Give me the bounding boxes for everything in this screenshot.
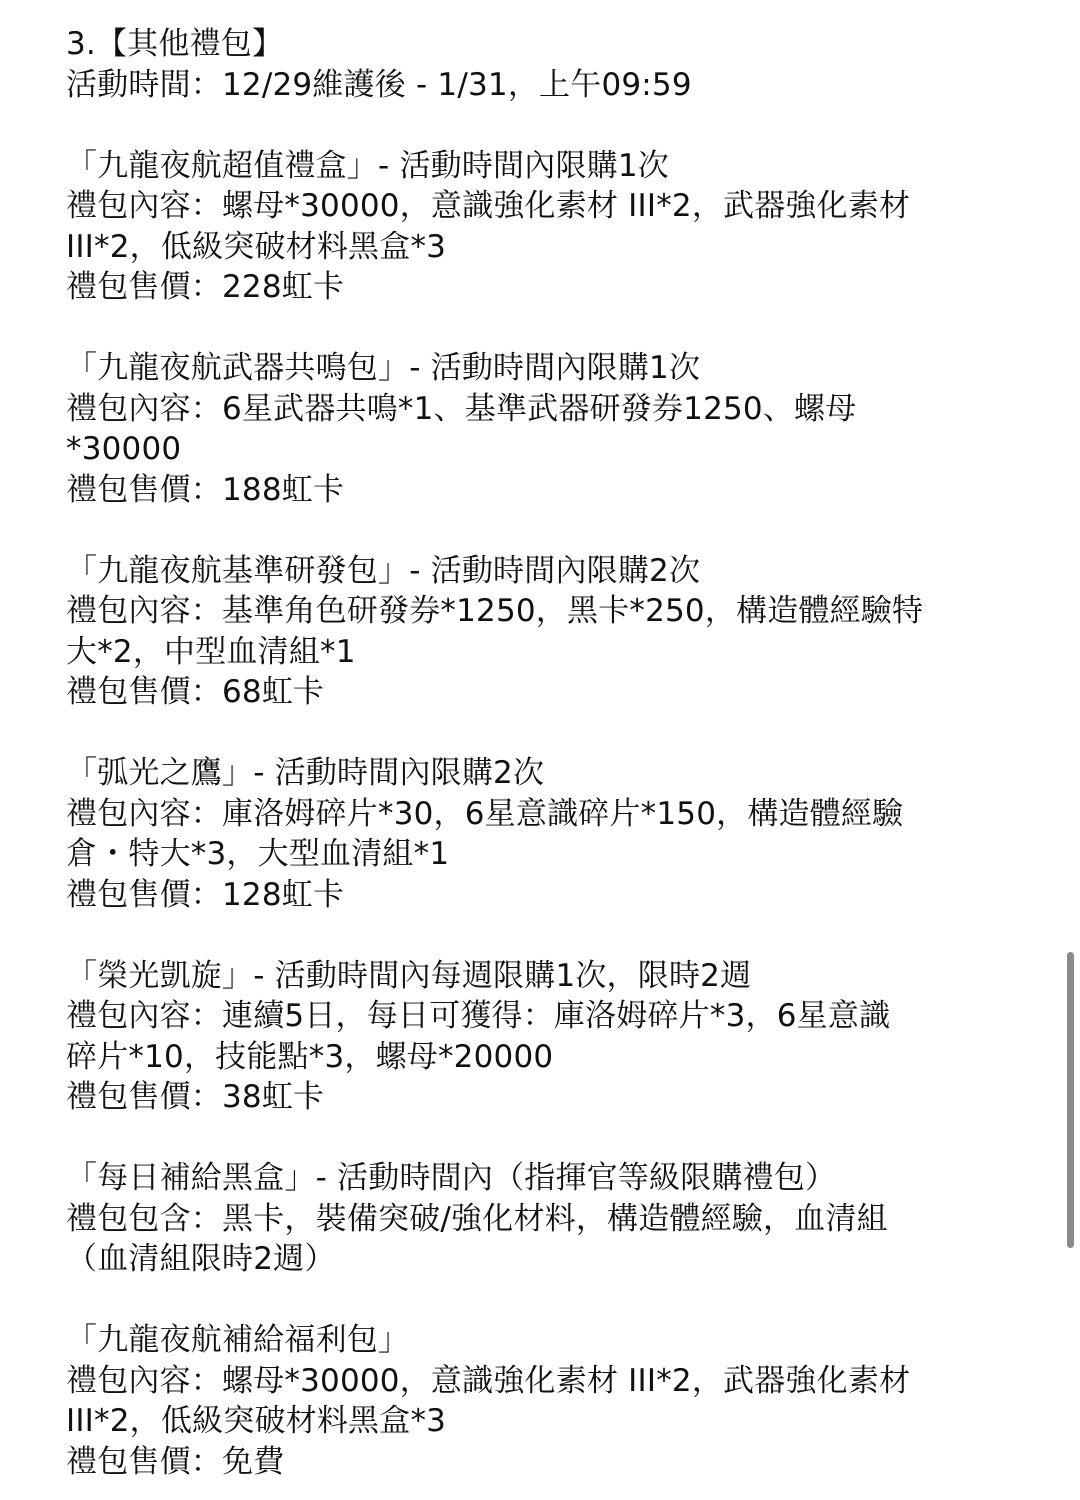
pack-name: 「九龍夜航基準研發包」- 活動時間內限購2次	[66, 552, 701, 589]
pack-price: 禮包售價：免費	[66, 1443, 285, 1480]
pack-name: 「弧光之鷹」- 活動時間內限購2次	[66, 755, 545, 791]
pack-block	[66, 348, 1006, 510]
pack-content: 倉・特大*3，大型血清組*1	[66, 836, 450, 872]
pack-content: 禮包內容：連續5日，每日可獲得：庫洛姆碎片*3，6星意識	[66, 998, 891, 1034]
pack-content: *30000	[66, 431, 182, 467]
pack-content: 禮包內容：庫洛姆碎片*30，6星意識碎片*150，構造體經驗	[66, 795, 904, 832]
pack-block	[66, 551, 1006, 713]
vertical-scrollbar[interactable]	[1067, 952, 1074, 1248]
pack-name: 「每日補給黑盒」- 活動時間內（指揮官等級限購禮包）	[66, 1160, 837, 1196]
pack-block	[66, 146, 1006, 308]
pack-block	[66, 753, 1006, 915]
pack-price: 禮包售價：228虹卡	[66, 269, 345, 305]
pack-block	[66, 1158, 1006, 1280]
section-header	[66, 24, 1006, 105]
pack-price: 禮包售價：188虹卡	[66, 471, 345, 508]
pack-block	[66, 956, 1006, 1118]
pack-name: 「九龍夜航武器共鳴包」- 活動時間內限購1次	[66, 350, 701, 386]
pack-content: 禮包包含：黑卡，裝備突破/強化材料，構造體經驗，血清組	[66, 1200, 888, 1237]
pack-content: （血清組限時2週）	[66, 1241, 336, 1277]
pack-content: III*2，低級突破材料黑盒*3	[66, 1403, 447, 1439]
pack-content: 禮包內容：螺母*30000，意識強化素材 III*2，武器強化素材	[66, 1362, 911, 1399]
pack-content: 大*2，中型血清組*1	[66, 633, 356, 670]
section-title: 3.【其他禮包】	[66, 26, 284, 62]
pack-content: 禮包內容：基準角色研發券*1250，黑卡*250，構造體經驗特	[66, 593, 924, 629]
pack-block	[66, 1320, 1006, 1482]
pack-content: 禮包內容：螺母*30000，意識強化素材 III*2，武器強化素材	[66, 188, 911, 224]
pack-name: 「九龍夜航補給福利包」	[66, 1322, 410, 1358]
pack-name: 「榮光凱旋」- 活動時間內每週限購1次，限時2週	[66, 957, 752, 994]
pack-price: 禮包售價：38虹卡	[66, 1079, 325, 1115]
pack-price: 禮包售價：68虹卡	[66, 674, 325, 710]
pack-content: III*2，低級突破材料黑盒*3	[66, 228, 447, 265]
post-text-body	[66, 24, 1006, 1482]
pack-name: 「九龍夜航超值禮盒」- 活動時間內限購1次	[66, 147, 669, 184]
pack-content: 碎片*10，技能點*3，螺母*20000	[66, 1038, 554, 1075]
pack-price: 禮包售價：128虹卡	[66, 876, 345, 913]
event-period: 活動時間：12/29維護後 - 1/31，上午09:59	[66, 66, 692, 103]
pack-content: 禮包內容：6星武器共鳴*1、基準武器研發券1250、螺母	[66, 390, 857, 427]
